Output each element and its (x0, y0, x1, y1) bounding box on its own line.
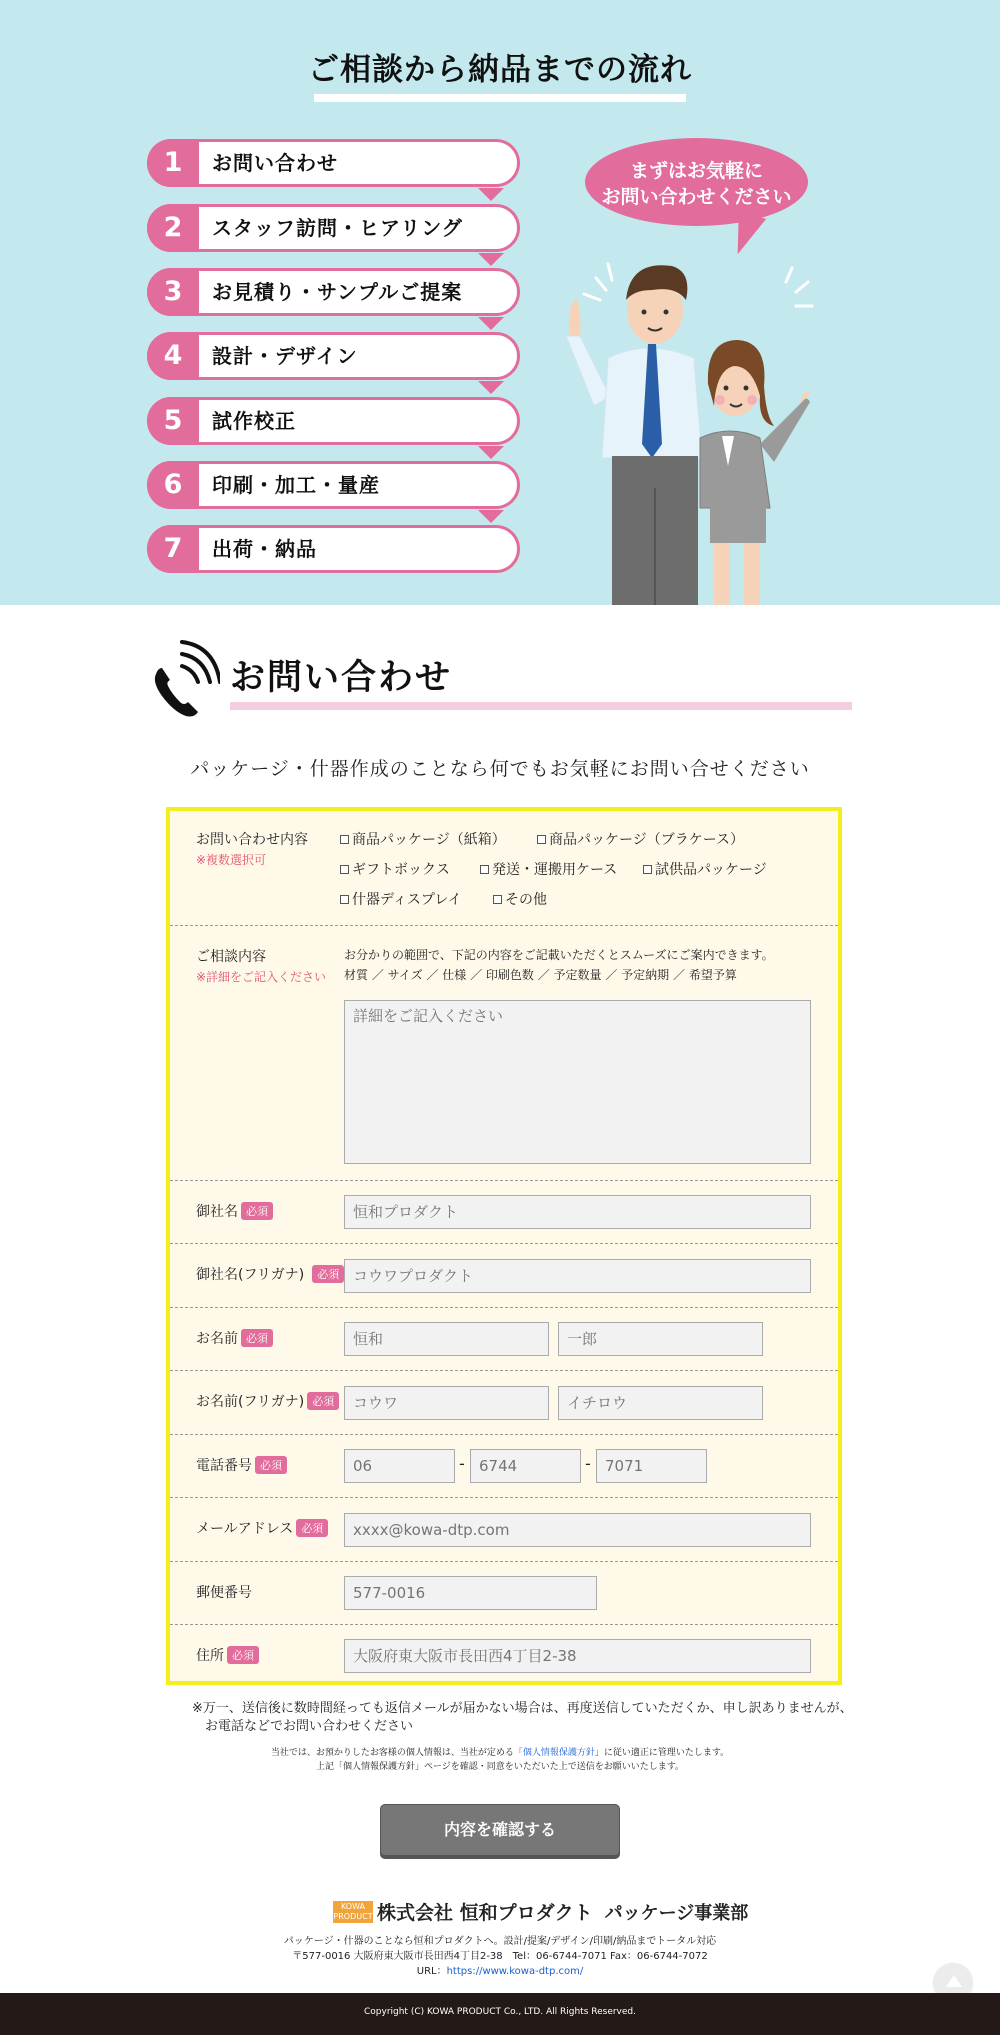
checkbox-icon[interactable] (340, 865, 349, 874)
zip-label: 郵便番号 (196, 1585, 252, 1601)
step-label: 設計・デザイン (212, 344, 358, 368)
row-company-kana (170, 1244, 838, 1308)
company-tagline: パッケージ・什器のことなら恒和プロダクトへ。設計/提案/デザイン/印刷/納品までトータル対応 (283, 1936, 717, 1947)
first-name-input[interactable] (558, 1322, 763, 1356)
step-arrow-icon (478, 253, 504, 266)
name-label-text: お名前 (196, 1331, 238, 1347)
checkbox-label: 商品パッケージ（紙箱） (352, 832, 506, 848)
flow-section (0, 0, 1000, 605)
company-kana-label (196, 1264, 344, 1284)
checkbox-icon[interactable] (340, 895, 349, 904)
consult-label-text: ご相談内容 (196, 949, 266, 965)
first-name-kana-input[interactable] (558, 1386, 763, 1420)
bubble-line-2: お問い合わせください (601, 186, 792, 208)
chevron-up-icon[interactable] (946, 1975, 962, 1987)
required-badge: 必須 (241, 1329, 273, 1347)
phone-input-1[interactable] (344, 1449, 455, 1483)
privacy-line-2: 上記「個人情報保護方針」ページを確認・同意をいただいた上で送信をお願いいたします。 (315, 1762, 685, 1772)
bubble-line-1: まずはお気軽に (629, 160, 763, 182)
checkbox-label: 商品パッケージ（ブラケース） (549, 832, 745, 848)
flow-step-7 (147, 525, 520, 573)
last-name-kana-input[interactable] (344, 1386, 549, 1420)
flow-step-6 (147, 461, 520, 509)
phone-label-text: 電話番号 (196, 1458, 252, 1474)
phone-label (196, 1455, 287, 1475)
company-url-link[interactable]: https://www.kowa-dtp.com/ (446, 1966, 584, 1977)
checkbox-sample-package[interactable] (643, 859, 767, 879)
step-number: 6 (147, 461, 199, 509)
checkbox-other[interactable] (493, 889, 547, 909)
checkbox-display[interactable] (340, 889, 462, 909)
last-name-input[interactable] (344, 1322, 549, 1356)
step-label: スタッフ訪問・ヒアリング (212, 216, 463, 240)
company-label (196, 1201, 273, 1221)
copyright: Copyright (C) KOWA PRODUCT Co., LTD. All Rights Reserved. (363, 2007, 636, 2017)
checkbox-icon[interactable] (643, 865, 652, 874)
row-consultation (170, 926, 838, 1181)
company-input[interactable] (344, 1195, 811, 1229)
step-number: 4 (147, 332, 199, 380)
logo-mark-top: KOWA (340, 1901, 366, 1911)
row-address (170, 1625, 838, 1681)
step-arrow-icon (478, 510, 504, 523)
email-input[interactable] (344, 1513, 811, 1547)
email-label-text: メールアドレス (196, 1521, 294, 1537)
required-badge: 必須 (241, 1202, 273, 1220)
privacy-text-a: 当社では、お預かりしたお客様の個人情報は、当社が定める「 (270, 1748, 523, 1758)
required-badge: 必須 (312, 1265, 344, 1283)
flow-step-2 (147, 204, 520, 252)
logo-mark (333, 1901, 373, 1923)
row-phone (170, 1435, 838, 1498)
url-label: URL： (416, 1966, 447, 1977)
row-name-kana (170, 1371, 838, 1435)
privacy-policy-link[interactable]: 個人情報保護方針 (522, 1748, 595, 1758)
checkbox-icon[interactable] (480, 865, 489, 874)
flow-title: ご相談から納品までの流れ (308, 52, 692, 88)
step-number: 3 (147, 268, 199, 316)
name-kana-label (196, 1391, 339, 1411)
step-number: 5 (147, 397, 199, 445)
phone-dash: - (585, 1454, 591, 1473)
zip-input[interactable] (344, 1576, 597, 1610)
row-zip (170, 1562, 838, 1625)
checkbox-icon[interactable] (537, 835, 546, 844)
checkbox-icon[interactable] (493, 895, 502, 904)
checkbox-label: その他 (505, 892, 547, 908)
step-arrow-icon (478, 188, 504, 201)
consult-hint-2: 材質 ／ サイズ ／ 仕様 ／ 印刷色数 ／ 予定数量 ／ 予定納期 ／ 希望予算 (344, 968, 737, 982)
step-label: お見積り・サンプルご提案 (212, 280, 463, 304)
step-label: 出荷・納品 (212, 537, 317, 561)
row-inquiry-type (170, 811, 838, 926)
contact-title-underline (230, 702, 852, 710)
step-arrow-icon (478, 446, 504, 459)
phone-input-2[interactable] (470, 1449, 581, 1483)
name-kana-label-text: お名前(フリガナ) (196, 1394, 305, 1410)
email-label (196, 1518, 328, 1538)
privacy-line-1 (0, 1746, 1000, 1760)
phone-input-3[interactable] (596, 1449, 707, 1483)
checkbox-label: ギフトボックス (352, 862, 450, 878)
phone-dash: - (459, 1454, 465, 1473)
required-badge: 必須 (255, 1456, 287, 1474)
checkbox-label: 試供品パッケージ (655, 862, 767, 878)
checkbox-icon[interactable] (340, 835, 349, 844)
address-label (196, 1645, 259, 1665)
consult-hint-1: お分かりの範囲で、下記の内容をご記載いただくとスムーズにご案内できます。 (344, 948, 774, 962)
step-label: お問い合わせ (212, 151, 338, 175)
step-label: 印刷・加工・量産 (212, 473, 380, 497)
company-kana-input[interactable] (344, 1259, 811, 1293)
inquiry-label (196, 829, 308, 868)
required-badge: 必須 (227, 1646, 259, 1664)
consult-textarea[interactable] (344, 1000, 811, 1164)
step-arrow-icon (478, 381, 504, 394)
confirm-button[interactable]: 内容を確認する (380, 1804, 620, 1856)
phone-icon (148, 640, 220, 720)
step-number: 2 (147, 204, 199, 252)
company-address: 〒577-0016 大阪府東大阪市長田西4丁目2-38 Tel：06-6744-7071 Fax：06-6744-7072 (292, 1951, 708, 1962)
flow-step-5 (147, 397, 520, 445)
logo-mark-bottom: PRODUCT (333, 1911, 373, 1921)
row-name (170, 1308, 838, 1371)
resend-note (192, 1700, 853, 1736)
privacy-notice (0, 1746, 1000, 1774)
row-company (170, 1181, 838, 1244)
step-arrow-icon (478, 317, 504, 330)
company-logo (333, 1898, 748, 1922)
checkbox-plastic-case[interactable] (537, 829, 744, 849)
inquiry-sub: ※複数選択可 (196, 853, 267, 867)
inquiry-label-text: お問い合わせ内容 (196, 832, 308, 848)
flow-step-4 (147, 332, 520, 380)
contact-form (166, 807, 842, 1685)
logo-department: パッケージ事業部 (604, 1902, 749, 1924)
checkbox-shipping-case[interactable] (480, 859, 617, 879)
checkbox-gift-box[interactable] (340, 859, 450, 879)
company-url-line (0, 1964, 1000, 1979)
step-label: 試作校正 (212, 409, 296, 433)
staff-illustration (560, 248, 830, 605)
required-badge: 必須 (296, 1519, 328, 1537)
consult-sub: ※詳細をご記入ください (196, 970, 327, 984)
checkbox-label: 什器ディスプレイ (352, 892, 462, 908)
consult-label (196, 946, 326, 985)
speech-bubble (585, 138, 808, 226)
logo-company-name: 株式会社 恒和プロダクト (377, 1902, 593, 1924)
row-email (170, 1498, 838, 1562)
flow-title-underline (314, 94, 686, 102)
contact-title: お問い合わせ (230, 658, 453, 698)
flow-step-3 (147, 268, 520, 316)
step-number: 7 (147, 525, 199, 573)
contact-lead: パッケージ・什器作成のことなら何でもお気軽にお問い合せください (190, 758, 810, 780)
required-badge: 必須 (307, 1392, 339, 1410)
company-info (0, 1934, 1000, 1979)
company-kana-label-text: 御社名(フリガナ) (196, 1267, 305, 1283)
resend-note-line-2: お電話などでお問い合わせください (205, 1719, 414, 1734)
address-label-text: 住所 (196, 1648, 224, 1664)
footer (0, 1993, 1000, 2035)
resend-note-line-1: ※万一、送信後に数時間経っても返信メールが届かない場合は、再度送信していただくか、申し訳ありませんが、 (192, 1701, 853, 1716)
flow-step-1 (147, 139, 520, 187)
privacy-text-b: 」に従い適正に管理いたします。 (594, 1748, 730, 1758)
address-input[interactable] (344, 1639, 811, 1673)
checkbox-label: 発送・運搬用ケース (492, 862, 618, 878)
step-number: 1 (147, 139, 199, 187)
company-label-text: 御社名 (196, 1204, 238, 1220)
name-label (196, 1328, 273, 1348)
checkbox-paper-box[interactable] (340, 829, 506, 849)
